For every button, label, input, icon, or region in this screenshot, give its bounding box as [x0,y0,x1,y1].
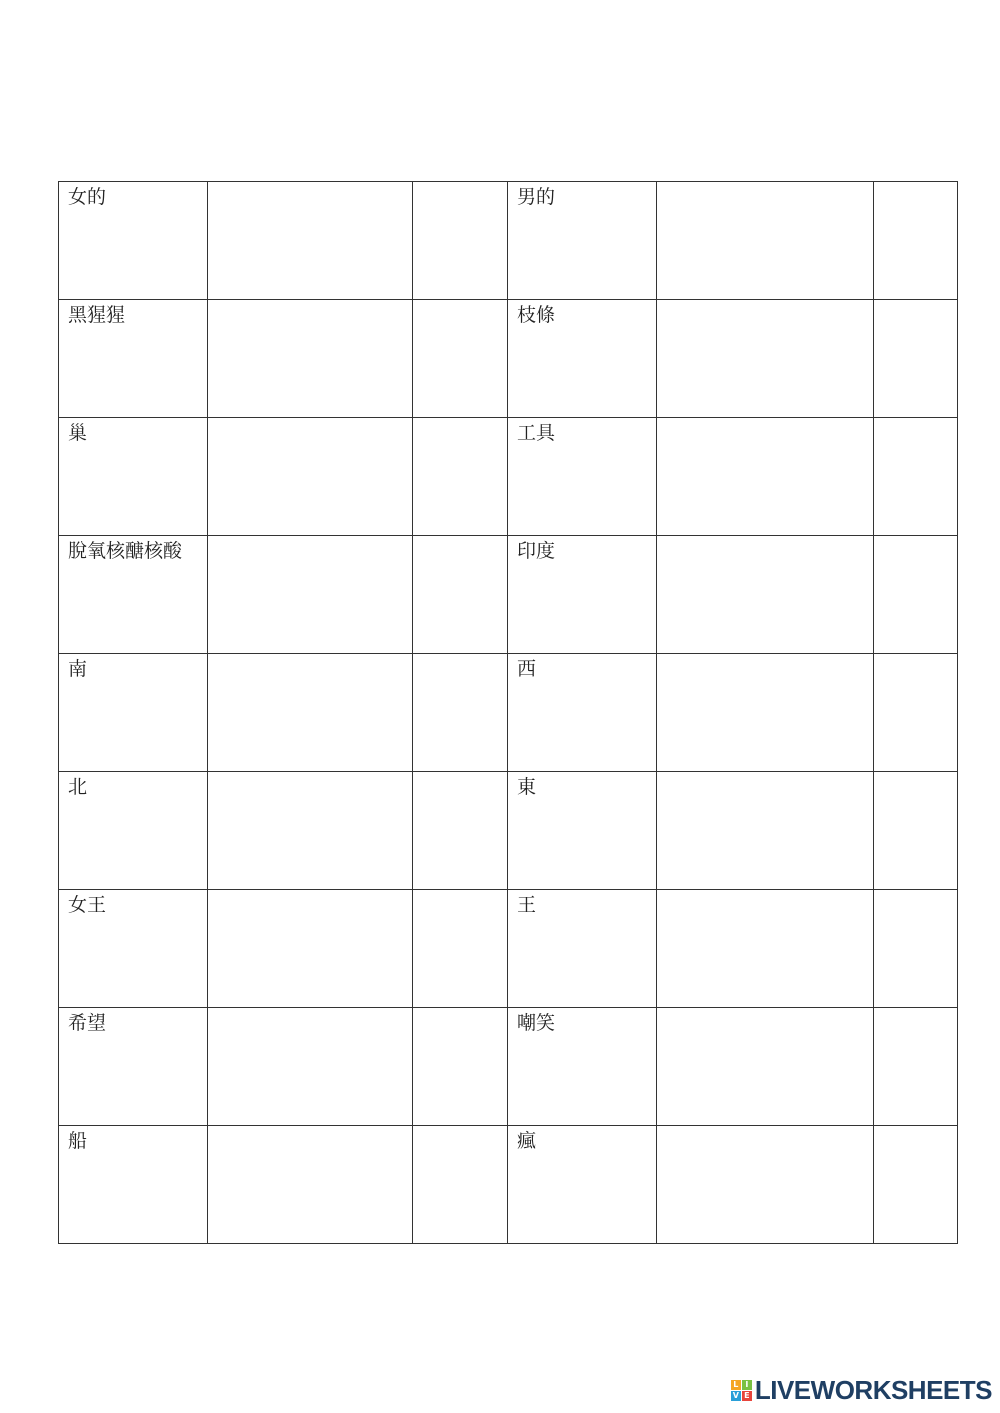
answer-cell[interactable] [874,1126,958,1244]
word-cell-right: 印度 [508,536,657,654]
answer-cell[interactable] [413,536,508,654]
word-cell-left: 北 [59,772,208,890]
word-cell-left: 脫氧核醣核酸 [59,536,208,654]
answer-cell[interactable] [413,1126,508,1244]
answer-cell[interactable] [413,654,508,772]
answer-cell[interactable] [208,536,413,654]
answer-cell[interactable] [657,1126,874,1244]
answer-cell[interactable] [874,890,958,1008]
table-row [59,1008,958,1126]
answer-cell[interactable] [208,182,413,300]
answer-cell[interactable] [657,1008,874,1126]
brand-name: LIVEWORKSHEETS [754,1375,992,1405]
answer-cell[interactable] [413,772,508,890]
table-row [59,890,958,1008]
liveworksheets-logo-icon [731,1380,752,1401]
answer-cell[interactable] [208,890,413,1008]
word-cell-right: 嘲笑 [508,1008,657,1126]
table-row [59,1126,958,1244]
answer-cell[interactable] [657,182,874,300]
word-cell-right: 工具 [508,418,657,536]
answer-cell[interactable] [657,654,874,772]
table-row [59,772,958,890]
worksheet-table [58,181,958,1244]
word-cell-right: 王 [508,890,657,1008]
table-row [59,300,958,418]
logo-letter: V [732,1391,739,1400]
answer-cell[interactable] [208,1008,413,1126]
answer-cell[interactable] [657,418,874,536]
word-cell-left: 巢 [59,418,208,536]
answer-cell[interactable] [413,182,508,300]
word-cell-right: 東 [508,772,657,890]
answer-cell[interactable] [874,536,958,654]
answer-cell[interactable] [874,418,958,536]
answer-cell[interactable] [657,536,874,654]
answer-cell[interactable] [413,300,508,418]
table-row [59,182,958,300]
answer-cell[interactable] [208,654,413,772]
word-cell-left: 黑猩猩 [59,300,208,418]
word-cell-left: 女王 [59,890,208,1008]
answer-cell[interactable] [657,300,874,418]
answer-cell[interactable] [657,772,874,890]
word-cell-right: 西 [508,654,657,772]
table-body [59,182,958,1244]
answer-cell[interactable] [413,418,508,536]
answer-cell[interactable] [874,654,958,772]
word-cell-left: 女的 [59,182,208,300]
answer-cell[interactable] [413,890,508,1008]
table-row [59,418,958,536]
answer-cell[interactable] [208,300,413,418]
word-cell-right: 男的 [508,182,657,300]
word-cell-right: 瘋 [508,1126,657,1244]
answer-cell[interactable] [874,772,958,890]
answer-cell[interactable] [874,1008,958,1126]
logo-letter: I [742,1380,752,1390]
answer-cell[interactable] [657,890,874,1008]
answer-cell[interactable] [874,182,958,300]
answer-cell[interactable] [413,1008,508,1126]
logo-letter: L [731,1380,741,1390]
word-cell-left: 希望 [59,1008,208,1126]
word-cell-left: 南 [59,654,208,772]
answer-cell[interactable] [874,300,958,418]
table-row [59,654,958,772]
liveworksheets-brand [731,1375,992,1406]
word-cell-right: 枝條 [508,300,657,418]
answer-cell[interactable] [208,772,413,890]
answer-cell[interactable] [208,1126,413,1244]
word-cell-left: 船 [59,1126,208,1244]
table-row [59,536,958,654]
answer-cell[interactable] [208,418,413,536]
logo-letter: E [742,1391,752,1401]
